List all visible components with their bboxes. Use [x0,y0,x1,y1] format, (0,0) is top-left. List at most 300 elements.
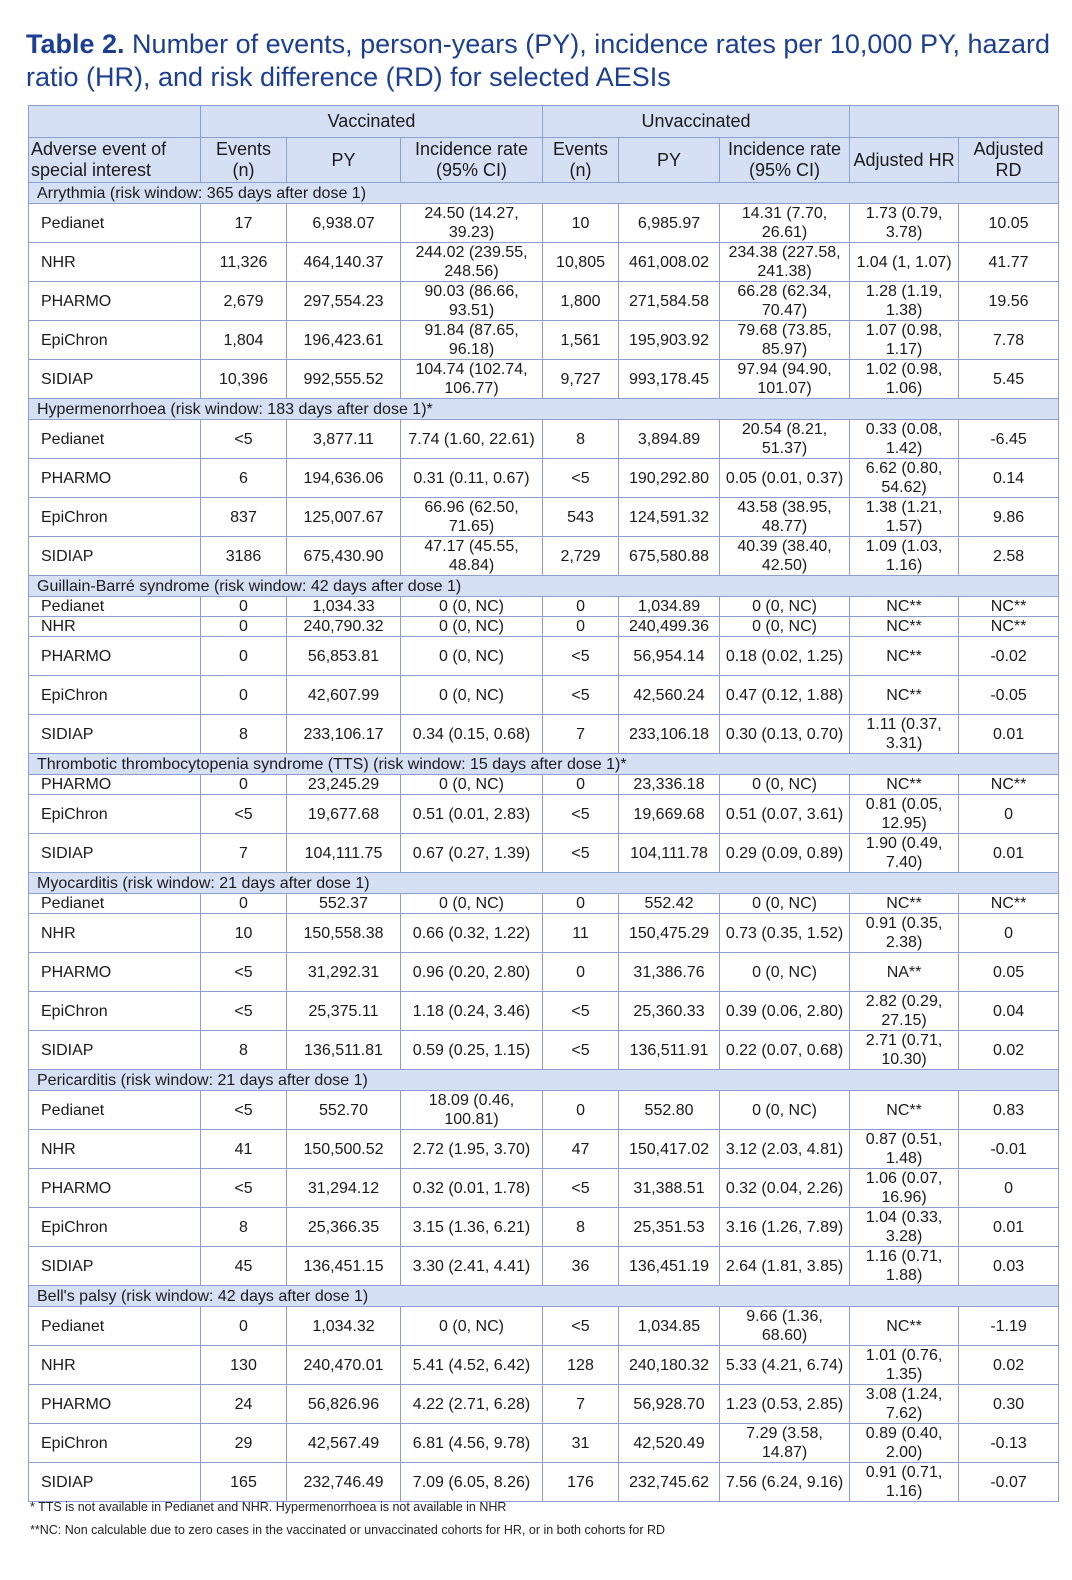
cell-adjusted-rd: 2.58 [959,537,1059,576]
cell-unvacc-incidence-rate: 3.16 (1.26, 7.89) [720,1208,850,1247]
cell-vacc-incidence-rate: 91.84 (87.65, 96.18) [401,321,543,360]
cell-vacc-incidence-rate: 5.41 (4.52, 6.42) [401,1346,543,1385]
cell-unvacc-py: 42,560.24 [619,676,720,715]
group-header-row [29,106,1059,138]
section-header-row [29,183,1059,204]
cell-unvacc-py: 240,180.32 [619,1346,720,1385]
table-row [29,498,1059,537]
table-row [29,834,1059,873]
cell-database: PHARMO [29,1385,201,1424]
cell-database: NHR [29,1346,201,1385]
table-row [29,537,1059,576]
col-header-unvacc-events: Events (n) [543,138,619,183]
cell-unvacc-events: <5 [543,992,619,1031]
cell-adjusted-rd: -0.13 [959,1424,1059,1463]
table-row [29,676,1059,715]
cell-adjusted-hr: 2.82 (0.29, 27.15) [850,992,959,1031]
cell-adjusted-rd: 0.03 [959,1247,1059,1286]
group-vaccinated: Vaccinated [201,106,543,138]
section-header-row [29,399,1059,420]
cell-unvacc-events: 0 [543,894,619,914]
cell-vacc-incidence-rate: 104.74 (102.74, 106.77) [401,360,543,399]
cell-vacc-incidence-rate: 0.31 (0.11, 0.67) [401,459,543,498]
cell-vacc-incidence-rate: 47.17 (45.55, 48.84) [401,537,543,576]
cell-unvacc-incidence-rate: 1.23 (0.53, 2.85) [720,1385,850,1424]
group-unvaccinated: Unvaccinated [543,106,850,138]
footnote-nc: **NC: Non calculable due to zero cases in the vaccinated or unvaccinated cohorts for HR, or in both cohorts for RD [30,1523,666,1537]
cell-unvacc-events: 0 [543,1091,619,1130]
cell-adjusted-rd: 0.02 [959,1346,1059,1385]
cell-unvacc-incidence-rate: 0 (0, NC) [720,894,850,914]
cell-adjusted-hr: NC** [850,637,959,676]
cell-database: Pedianet [29,1307,201,1346]
cell-vacc-py: 136,511.81 [287,1031,401,1070]
cell-vacc-incidence-rate: 0 (0, NC) [401,894,543,914]
cell-vacc-py: 25,375.11 [287,992,401,1031]
cell-vacc-py: 552.37 [287,894,401,914]
cell-adjusted-hr: 1.38 (1.21, 1.57) [850,498,959,537]
cell-unvacc-events: 7 [543,1385,619,1424]
cell-vacc-incidence-rate: 3.15 (1.36, 6.21) [401,1208,543,1247]
col-header-aesi: Adverse event of special interest [29,138,201,183]
cell-unvacc-py: 25,351.53 [619,1208,720,1247]
cell-adjusted-hr: 1.04 (0.33, 3.28) [850,1208,959,1247]
section-header-row [29,576,1059,597]
cell-database: Pedianet [29,894,201,914]
cell-unvacc-events: 1,800 [543,282,619,321]
cell-adjusted-hr: 1.73 (0.79, 3.78) [850,204,959,243]
cell-vacc-events: 45 [201,1247,287,1286]
cell-vacc-events: 29 [201,1424,287,1463]
cell-adjusted-rd: NC** [959,617,1059,637]
cell-database: PHARMO [29,775,201,795]
section-title: Thrombotic thrombocytopenia syndrome (TTS) (risk window: 15 days after dose 1)* [29,754,1059,775]
cell-vacc-events: 2,679 [201,282,287,321]
cell-unvacc-events: 10 [543,204,619,243]
cell-unvacc-events: 543 [543,498,619,537]
cell-adjusted-rd: 5.45 [959,360,1059,399]
cell-unvacc-events: 176 [543,1463,619,1502]
column-header-row [29,138,1059,183]
cell-unvacc-incidence-rate: 0 (0, NC) [720,775,850,795]
section-title: Pericarditis (risk window: 21 days after dose 1) [29,1070,1059,1091]
cell-adjusted-hr: 1.06 (0.07, 16.96) [850,1169,959,1208]
cell-adjusted-rd: 19.56 [959,282,1059,321]
cell-vacc-events: <5 [201,992,287,1031]
cell-adjusted-rd: 10.05 [959,204,1059,243]
cell-database: EpiChron [29,321,201,360]
cell-vacc-events: 130 [201,1346,287,1385]
cell-adjusted-hr: 6.62 (0.80, 54.62) [850,459,959,498]
cell-vacc-incidence-rate: 244.02 (239.55, 248.56) [401,243,543,282]
cell-vacc-incidence-rate: 6.81 (4.56, 9.78) [401,1424,543,1463]
cell-unvacc-incidence-rate: 0 (0, NC) [720,617,850,637]
cell-adjusted-rd: -0.07 [959,1463,1059,1502]
cell-adjusted-rd: 0.30 [959,1385,1059,1424]
cell-vacc-py: 104,111.75 [287,834,401,873]
cell-unvacc-events: 9,727 [543,360,619,399]
cell-database: SIDIAP [29,1247,201,1286]
cell-vacc-events: 837 [201,498,287,537]
cell-adjusted-hr: 0.91 (0.35, 2.38) [850,914,959,953]
cell-unvacc-incidence-rate: 0.22 (0.07, 0.68) [720,1031,850,1070]
cell-unvacc-incidence-rate: 97.94 (94.90, 101.07) [720,360,850,399]
cell-unvacc-py: 190,292.80 [619,459,720,498]
cell-vacc-incidence-rate: 7.09 (6.05, 8.26) [401,1463,543,1502]
cell-adjusted-hr: 0.81 (0.05, 12.95) [850,795,959,834]
cell-vacc-py: 1,034.32 [287,1307,401,1346]
cell-vacc-incidence-rate: 0.34 (0.15, 0.68) [401,715,543,754]
cell-adjusted-hr: 3.08 (1.24, 7.62) [850,1385,959,1424]
cell-vacc-incidence-rate: 18.09 (0.46, 100.81) [401,1091,543,1130]
cell-vacc-py: 23,245.29 [287,775,401,795]
cell-database: EpiChron [29,1424,201,1463]
cell-database: Pedianet [29,204,201,243]
cell-unvacc-events: <5 [543,637,619,676]
cell-unvacc-py: 1,034.85 [619,1307,720,1346]
cell-unvacc-incidence-rate: 0 (0, NC) [720,597,850,617]
cell-vacc-incidence-rate: 24.50 (14.27, 39.23) [401,204,543,243]
cell-unvacc-events: 47 [543,1130,619,1169]
cell-unvacc-py: 23,336.18 [619,775,720,795]
cell-unvacc-py: 240,499.36 [619,617,720,637]
cell-vacc-incidence-rate: 0.67 (0.27, 1.39) [401,834,543,873]
table-label: Table 2. [26,29,125,59]
cell-unvacc-incidence-rate: 14.31 (7.70, 26.61) [720,204,850,243]
cell-vacc-py: 125,007.67 [287,498,401,537]
table-row [29,1463,1059,1502]
cell-vacc-events: 0 [201,617,287,637]
cell-vacc-py: 232,746.49 [287,1463,401,1502]
cell-unvacc-py: 552.80 [619,1091,720,1130]
group-header-blank [29,106,201,138]
cell-unvacc-events: <5 [543,1031,619,1070]
cell-adjusted-rd: 0.02 [959,1031,1059,1070]
cell-unvacc-events: 8 [543,1208,619,1247]
cell-adjusted-rd: 41.77 [959,243,1059,282]
cell-unvacc-py: 993,178.45 [619,360,720,399]
cell-adjusted-hr: NA** [850,953,959,992]
cell-adjusted-rd: NC** [959,775,1059,795]
table-row [29,637,1059,676]
cell-unvacc-py: 3,894.89 [619,420,720,459]
cell-adjusted-hr: 1.28 (1.19, 1.38) [850,282,959,321]
cell-database: PHARMO [29,1169,201,1208]
cell-vacc-events: 0 [201,1307,287,1346]
cell-unvacc-py: 675,580.88 [619,537,720,576]
cell-unvacc-incidence-rate: 0.29 (0.09, 0.89) [720,834,850,873]
cell-vacc-incidence-rate: 4.22 (2.71, 6.28) [401,1385,543,1424]
cell-unvacc-incidence-rate: 0.51 (0.07, 3.61) [720,795,850,834]
cell-adjusted-hr: 1.16 (0.71, 1.88) [850,1247,959,1286]
cell-adjusted-hr: NC** [850,1307,959,1346]
section-header-row [29,1070,1059,1091]
table-row [29,204,1059,243]
cell-vacc-events: 0 [201,597,287,617]
table-caption: Number of events, person-years (PY), incidence rates per 10,000 PY, hazard ratio (HR), and risk difference (RD) for selected AESIs [26,29,1051,92]
cell-adjusted-rd: NC** [959,597,1059,617]
cell-vacc-py: 136,451.15 [287,1247,401,1286]
table-row [29,775,1059,795]
table-row [29,1385,1059,1424]
cell-vacc-py: 196,423.61 [287,321,401,360]
col-header-unvacc-py: PY [619,138,720,183]
cell-unvacc-events: <5 [543,459,619,498]
section-title: Arrythmia (risk window: 365 days after dose 1) [29,183,1059,204]
cell-unvacc-incidence-rate: 9.66 (1.36, 68.60) [720,1307,850,1346]
cell-unvacc-events: 0 [543,597,619,617]
cell-adjusted-hr: NC** [850,617,959,637]
col-header-vacc-events: Events (n) [201,138,287,183]
table-row [29,597,1059,617]
cell-unvacc-incidence-rate: 3.12 (2.03, 4.81) [720,1130,850,1169]
cell-vacc-incidence-rate: 0 (0, NC) [401,1307,543,1346]
cell-vacc-py: 25,366.35 [287,1208,401,1247]
cell-unvacc-incidence-rate: 43.58 (38.95, 48.77) [720,498,850,537]
table-row [29,1169,1059,1208]
cell-adjusted-rd: -0.02 [959,637,1059,676]
cell-unvacc-incidence-rate: 40.39 (38.40, 42.50) [720,537,850,576]
cell-vacc-events: <5 [201,1091,287,1130]
cell-vacc-events: 0 [201,894,287,914]
cell-vacc-incidence-rate: 66.96 (62.50, 71.65) [401,498,543,537]
cell-vacc-events: <5 [201,953,287,992]
table-row [29,282,1059,321]
table-row [29,1091,1059,1130]
cell-adjusted-rd: 0.01 [959,1208,1059,1247]
cell-unvacc-py: 124,591.32 [619,498,720,537]
cell-database: PHARMO [29,637,201,676]
cell-unvacc-py: 56,954.14 [619,637,720,676]
cell-vacc-events: 0 [201,676,287,715]
cell-vacc-py: 150,500.52 [287,1130,401,1169]
cell-database: SIDIAP [29,715,201,754]
cell-database: SIDIAP [29,1463,201,1502]
cell-unvacc-events: 128 [543,1346,619,1385]
cell-vacc-py: 297,554.23 [287,282,401,321]
cell-adjusted-hr: 0.91 (0.71, 1.16) [850,1463,959,1502]
cell-vacc-events: 6 [201,459,287,498]
cell-vacc-incidence-rate: 2.72 (1.95, 3.70) [401,1130,543,1169]
cell-vacc-events: <5 [201,1169,287,1208]
section-title: Guillain-Barré syndrome (risk window: 42 days after dose 1) [29,576,1059,597]
section-header-row [29,754,1059,775]
aesi-table [28,105,1059,1502]
table-row [29,914,1059,953]
cell-vacc-events: 10,396 [201,360,287,399]
cell-unvacc-py: 150,417.02 [619,1130,720,1169]
cell-database: SIDIAP [29,360,201,399]
table-row [29,360,1059,399]
cell-adjusted-rd: 0.83 [959,1091,1059,1130]
table-row [29,1208,1059,1247]
cell-unvacc-incidence-rate: 0 (0, NC) [720,1091,850,1130]
section-header-row [29,1286,1059,1307]
cell-unvacc-incidence-rate: 0.39 (0.06, 2.80) [720,992,850,1031]
cell-vacc-events: 24 [201,1385,287,1424]
col-header-vacc-ir: Incidence rate (95% CI) [401,138,543,183]
cell-adjusted-hr: NC** [850,676,959,715]
cell-vacc-events: 0 [201,775,287,795]
cell-unvacc-py: 195,903.92 [619,321,720,360]
cell-unvacc-incidence-rate: 20.54 (8.21, 51.37) [720,420,850,459]
table-row [29,617,1059,637]
cell-vacc-py: 233,106.17 [287,715,401,754]
cell-vacc-events: 8 [201,715,287,754]
cell-vacc-py: 992,555.52 [287,360,401,399]
cell-vacc-py: 56,826.96 [287,1385,401,1424]
cell-database: NHR [29,243,201,282]
cell-adjusted-hr: 0.89 (0.40, 2.00) [850,1424,959,1463]
cell-vacc-events: 8 [201,1208,287,1247]
section-title: Myocarditis (risk window: 21 days after dose 1) [29,873,1059,894]
cell-unvacc-py: 136,451.19 [619,1247,720,1286]
cell-database: NHR [29,617,201,637]
cell-database: SIDIAP [29,834,201,873]
cell-vacc-py: 552.70 [287,1091,401,1130]
cell-vacc-incidence-rate: 7.74 (1.60, 22.61) [401,420,543,459]
cell-unvacc-events: 1,561 [543,321,619,360]
cell-database: PHARMO [29,953,201,992]
cell-vacc-py: 675,430.90 [287,537,401,576]
cell-vacc-events: 41 [201,1130,287,1169]
cell-vacc-incidence-rate: 90.03 (86.66, 93.51) [401,282,543,321]
cell-unvacc-incidence-rate: 7.29 (3.58, 14.87) [720,1424,850,1463]
cell-vacc-events: 17 [201,204,287,243]
cell-adjusted-rd: 9.86 [959,498,1059,537]
cell-unvacc-events: 8 [543,420,619,459]
cell-unvacc-events: 11 [543,914,619,953]
cell-database: Pedianet [29,420,201,459]
cell-unvacc-events: <5 [543,1169,619,1208]
table-row [29,1130,1059,1169]
cell-vacc-py: 464,140.37 [287,243,401,282]
cell-unvacc-events: 0 [543,617,619,637]
cell-database: NHR [29,914,201,953]
cell-unvacc-incidence-rate: 234.38 (227.58, 241.38) [720,243,850,282]
cell-database: PHARMO [29,459,201,498]
cell-database: Pedianet [29,597,201,617]
cell-adjusted-rd: 0.01 [959,715,1059,754]
cell-unvacc-incidence-rate: 0.18 (0.02, 1.25) [720,637,850,676]
cell-unvacc-py: 150,475.29 [619,914,720,953]
cell-database: NHR [29,1130,201,1169]
cell-adjusted-rd: -0.01 [959,1130,1059,1169]
cell-vacc-py: 56,853.81 [287,637,401,676]
cell-vacc-events: 11,326 [201,243,287,282]
cell-unvacc-incidence-rate: 0.32 (0.04, 2.26) [720,1169,850,1208]
table-row [29,715,1059,754]
cell-unvacc-incidence-rate: 7.56 (6.24, 9.16) [720,1463,850,1502]
section-header-row [29,873,1059,894]
footnote-tts: * TTS is not available in Pedianet and NHR. Hypermenorrhoea is not available in NHR [30,1500,507,1514]
cell-vacc-events: 0 [201,637,287,676]
table-row [29,1247,1059,1286]
table-row [29,420,1059,459]
cell-database: EpiChron [29,1208,201,1247]
cell-vacc-py: 3,877.11 [287,420,401,459]
cell-unvacc-py: 233,106.18 [619,715,720,754]
cell-unvacc-py: 552.42 [619,894,720,914]
cell-adjusted-rd: 0.05 [959,953,1059,992]
cell-unvacc-incidence-rate: 0.47 (0.12, 1.88) [720,676,850,715]
cell-vacc-events: 3186 [201,537,287,576]
col-header-adjusted-rd: Adjusted RD [959,138,1059,183]
cell-unvacc-py: 104,111.78 [619,834,720,873]
cell-adjusted-hr: NC** [850,597,959,617]
cell-adjusted-rd: 0 [959,795,1059,834]
cell-adjusted-rd: -0.05 [959,676,1059,715]
cell-unvacc-events: <5 [543,676,619,715]
cell-vacc-py: 240,790.32 [287,617,401,637]
cell-unvacc-events: 0 [543,775,619,795]
cell-database: EpiChron [29,795,201,834]
cell-unvacc-py: 232,745.62 [619,1463,720,1502]
cell-unvacc-events: <5 [543,1307,619,1346]
cell-adjusted-rd: 7.78 [959,321,1059,360]
cell-vacc-incidence-rate: 3.30 (2.41, 4.41) [401,1247,543,1286]
cell-unvacc-incidence-rate: 66.28 (62.34, 70.47) [720,282,850,321]
cell-adjusted-hr: NC** [850,894,959,914]
cell-vacc-events: 1,804 [201,321,287,360]
table-title [26,28,1056,94]
group-adjusted-blank [850,106,1059,138]
cell-unvacc-py: 6,985.97 [619,204,720,243]
table-row [29,1031,1059,1070]
cell-adjusted-hr: 0.87 (0.51, 1.48) [850,1130,959,1169]
cell-vacc-incidence-rate: 1.18 (0.24, 3.46) [401,992,543,1031]
table-row [29,1424,1059,1463]
cell-database: EpiChron [29,676,201,715]
cell-unvacc-events: 36 [543,1247,619,1286]
cell-adjusted-rd: 0.01 [959,834,1059,873]
table-row [29,894,1059,914]
section-title: Bell's palsy (risk window: 42 days after dose 1) [29,1286,1059,1307]
cell-vacc-py: 150,558.38 [287,914,401,953]
cell-unvacc-events: <5 [543,834,619,873]
cell-database: Pedianet [29,1091,201,1130]
cell-unvacc-py: 31,386.76 [619,953,720,992]
cell-unvacc-incidence-rate: 2.64 (1.81, 3.85) [720,1247,850,1286]
cell-unvacc-incidence-rate: 0.05 (0.01, 0.37) [720,459,850,498]
cell-unvacc-py: 25,360.33 [619,992,720,1031]
cell-unvacc-py: 19,669.68 [619,795,720,834]
cell-vacc-events: <5 [201,420,287,459]
cell-vacc-incidence-rate: 0 (0, NC) [401,775,543,795]
table-row [29,243,1059,282]
cell-unvacc-events: 7 [543,715,619,754]
section-title: Hypermenorrhoea (risk window: 183 days after dose 1)* [29,399,1059,420]
cell-adjusted-rd: 0.04 [959,992,1059,1031]
cell-unvacc-events: 0 [543,953,619,992]
cell-adjusted-hr: 1.11 (0.37, 3.31) [850,715,959,754]
cell-vacc-py: 19,677.68 [287,795,401,834]
col-header-adjusted-hr: Adjusted HR [850,138,959,183]
cell-vacc-events: 165 [201,1463,287,1502]
table-row [29,321,1059,360]
table-row [29,795,1059,834]
cell-vacc-incidence-rate: 0.96 (0.20, 2.80) [401,953,543,992]
cell-unvacc-py: 56,928.70 [619,1385,720,1424]
cell-vacc-py: 240,470.01 [287,1346,401,1385]
cell-unvacc-incidence-rate: 5.33 (4.21, 6.74) [720,1346,850,1385]
cell-unvacc-events: 2,729 [543,537,619,576]
cell-vacc-py: 31,294.12 [287,1169,401,1208]
cell-unvacc-py: 42,520.49 [619,1424,720,1463]
cell-vacc-py: 194,636.06 [287,459,401,498]
cell-vacc-incidence-rate: 0 (0, NC) [401,617,543,637]
table-row [29,992,1059,1031]
